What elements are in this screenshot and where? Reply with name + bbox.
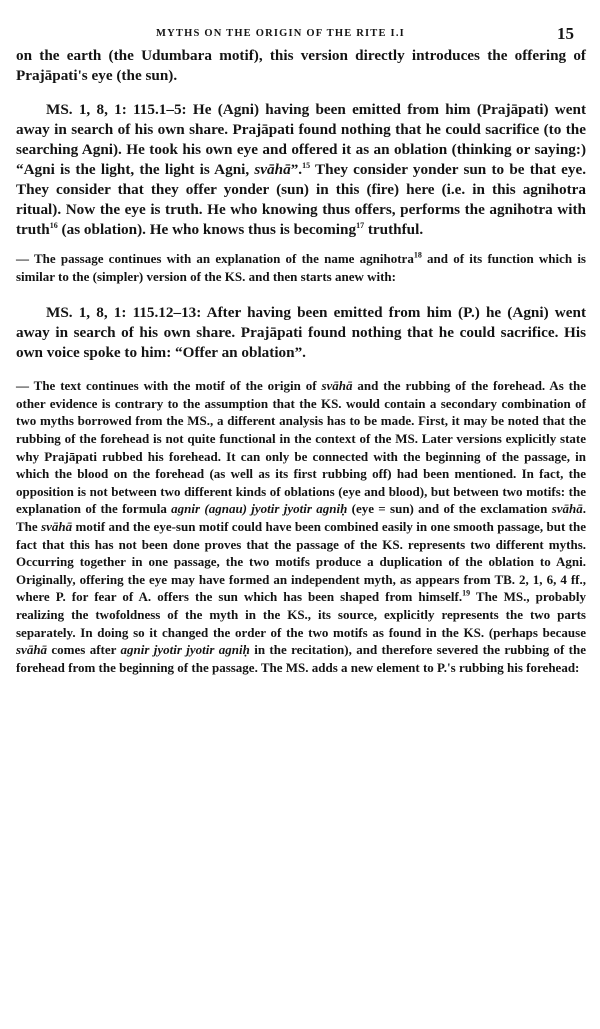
footnote-ref: 15	[302, 160, 311, 170]
italic-term: agnir jyotir jyotir agniḥ	[120, 642, 250, 658]
paragraph-ms-quote-2	[16, 303, 586, 363]
text-run: ”.	[290, 161, 303, 178]
text-run: — The text continues with the motif of the origin of	[16, 378, 322, 394]
text-run: He (Agni) having been emitted from him (Prajāpati) went away in search of his own share. Prajāpati found nothing that he could sacrifice (to the searching Agni). He took his own eye and offered it as an oblation (thinking or saying:) “Agni is the light, the light is Agni,	[16, 101, 587, 178]
footnote-ref: 18	[413, 250, 422, 260]
text-run: (as oblation). He who knows thus is becoming	[57, 221, 357, 238]
text-run: truthful.	[364, 221, 424, 238]
running-head	[16, 20, 586, 46]
text-run: in the recitation), and therefore severed the rubbing of the forehead from the beginning of the passage. The MS. adds a new element to P.'s rubbing his forehead:	[16, 642, 586, 675]
paragraph-text: on the earth (the Udumbara motif), this version directly introduces the offering of Prajāpati's eye (the sun).	[16, 47, 586, 84]
italic-term: svāhā	[16, 642, 48, 658]
citation-ref: MS. 1, 8, 1: 115.12–13:	[46, 304, 202, 322]
text-run: . The	[16, 501, 586, 534]
text-run: (eye = sun) and of the exclamation	[347, 501, 552, 517]
footnote-ref: 19	[462, 588, 471, 598]
running-title: MYTHS ON THE ORIGIN OF THE RITE I.I	[156, 28, 405, 39]
page-number: 15	[557, 24, 574, 43]
text-run: and of its function which is similar to the (simpler) version of the KS. and then starts anew with:	[16, 251, 586, 284]
paragraph-continued	[16, 46, 586, 86]
text-run: They consider yonder sun to be that eye. They consider that they offer yonder (sun) in this (fire) here (i.e. in this agnihotra ritual). Now the eye is truth. He who knowing thus offers, performs the agnihotra with truth	[16, 161, 586, 238]
italic-term: svāhā	[41, 518, 73, 534]
paragraph-ms-quote-1	[16, 100, 586, 240]
text-run: motif and the eye-sun motif could have been combined easily in one smooth passage, but the fact that this has not been done proves that the passage of the KS. represents two different myths. Occurring together in one passage, the two motifs produce a duplication of the oblation to Agni. Originally, offering the eye may have formed an independent myth, as appears from TB. 2, 1, 6, 4 ff., where P. for fear of A. offers the sun which has been shaped from himself.	[16, 518, 587, 605]
italic-term: agnir (agnau) jyotir jyotir agniḥ	[171, 501, 348, 517]
footnote-ref: 16	[49, 220, 58, 230]
text-run: comes after	[47, 642, 121, 658]
text-run: After having been emitted from him (P.) he (Agni) went away in search of his own share. Prajāpati found nothing that he could sacrifice. His own voice spoke to him: “Offer an oblation”.	[16, 304, 586, 362]
text-run: and the rubbing of the forehead. As the other evidence is contrary to the assumption that the KS. would contain a secondary combination of two myths borrowed from the MS., a different analysis has to be made. First, it may be noted that the rubbing of the forehead is not quite functional in the context of the MS. Later versions explicitly state why Prajāpati rubbed his forehead. It can only be connected with the beginning of the passage, in which the blood on the forehead (as well as its first rubbing off) had been mentioned. In fact, the opposition is not between two different kinds of oblations (eye and blood), but between two motifs: the explanation of the formula	[16, 378, 586, 517]
citation-ref: MS. 1, 8, 1: 115.1–5:	[46, 101, 187, 118]
italic-term: svāhā	[254, 161, 291, 178]
paragraph-commentary-2	[16, 377, 586, 676]
italic-term: svāhā	[551, 501, 583, 517]
italic-term: svāhā	[321, 378, 353, 394]
text-run: — The passage continues with an explanation of the name agnihotra	[16, 251, 414, 266]
text-run: The MS., probably realizing the twofoldness of the myth in the KS., its source, explicitly represents the two parts separately. In doing so it changed the order of the two motifs as found in the KS. (perhaps because	[16, 589, 586, 640]
paragraph-commentary-1	[16, 250, 586, 285]
footnote-ref: 17	[356, 220, 365, 230]
